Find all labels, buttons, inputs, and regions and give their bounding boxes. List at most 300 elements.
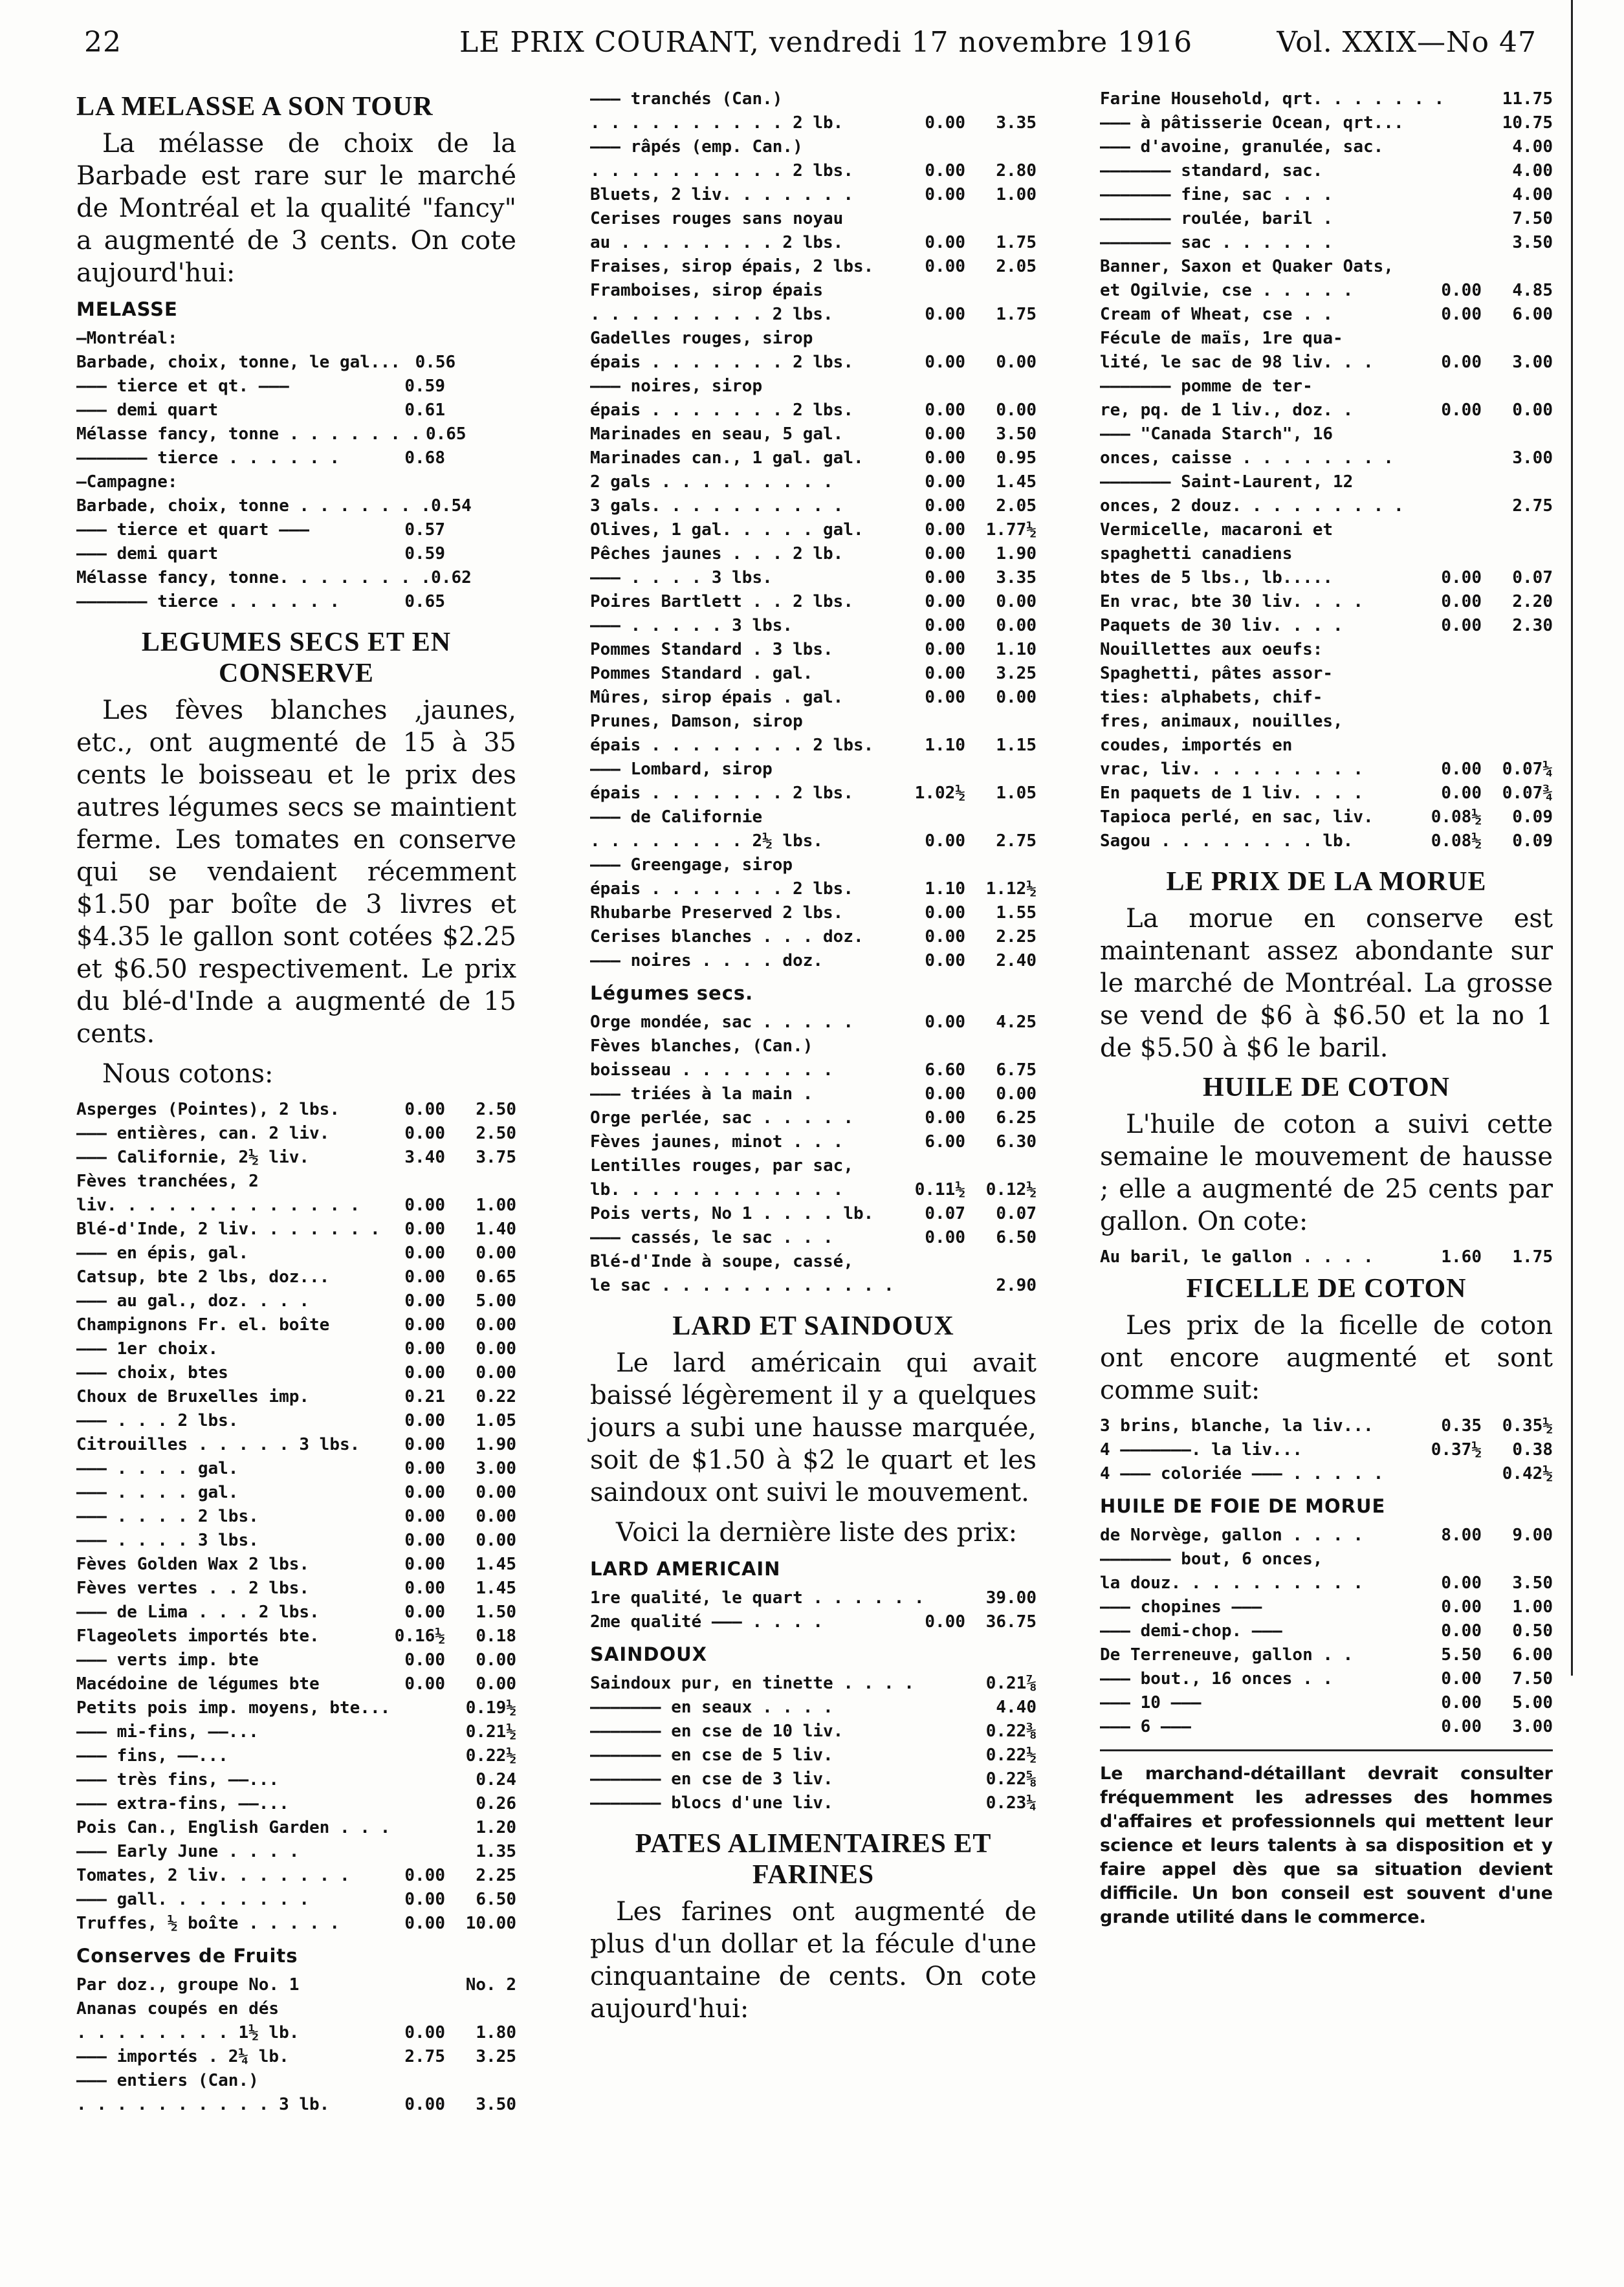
row-price-low: 0.00 [1441,616,1482,635]
price-row [590,375,1037,399]
row-price-low: 0.68 [404,448,445,468]
row-price-high: 36.75 [985,1612,1037,1632]
price-row [1100,1715,1553,1739]
price-row [76,1973,516,1997]
row-price-low [1417,255,1482,279]
row-price-low: 0.00 [1441,281,1482,300]
row-label: onces, caisse . . . . . . . . [1100,448,1394,468]
row-price-low: 0.00 [1441,568,1482,587]
row-label: ——— . . . 2 lbs. [76,1411,239,1430]
row-price-high [1482,542,1553,566]
lard-title: LARD ET SAINDOUX [672,1311,954,1341]
row-label: épais . . . . . . . 2 lbs. [590,783,853,803]
row-label: ——— mi-fins, ——... [76,1722,259,1742]
row-label: Lentilles rouges, par sac, [590,1156,853,1176]
price-row [1100,470,1553,494]
row-price-low: 5.50 [1441,1645,1482,1665]
row-label: Catsup, bte 2 lbs, doz... [76,1267,330,1287]
row-price-low: 0.00 [404,1411,445,1430]
row-price-high: 0.26 [476,1794,516,1813]
row-price-low: 1.02½ [914,783,965,803]
row-label: ——— de Californie [590,807,763,827]
row-price-high: 3.00 [1512,353,1553,372]
price-row [590,1610,1037,1634]
row-price-high: 0.12½ [985,1180,1037,1199]
row-label: 4 ———————. la liv... [1100,1440,1303,1460]
row-price-high: 0.00 [996,353,1037,372]
row-price-high: 3.50 [996,424,1037,444]
row-price-low: 0.37½ [1431,1440,1482,1460]
row-label: ——— verts imp. bte [76,1650,259,1670]
row-price-low [1444,87,1496,111]
row-label: En vrac, bte 30 liv. . . . [1100,592,1363,611]
price-row [590,135,1037,159]
row-label: Gadelles rouges, sirop [590,329,813,348]
row-price-low [901,853,965,877]
row-price-low: 6.00 [925,1132,965,1152]
row-price-low [914,1672,972,1696]
row-price-low [380,1744,445,1768]
price-row [76,446,516,470]
price-row [590,925,1037,949]
row-price-high: 2.30 [1512,616,1553,635]
row-label: . . . . . . . . . . 2 lbs. [590,161,853,181]
row-price-low: 0.00 [925,1108,965,1128]
row-price-low: 0.00 [925,688,965,707]
row-label: Bluets, 2 liv. . . . . . . [590,185,853,204]
row-label: Sagou . . . . . . . . lb. [1100,831,1354,851]
row-price-high: 0.22½ [465,1746,516,1766]
row-label: de Norvège, gallon . . . . [1100,1526,1363,1545]
price-row [76,2021,516,2045]
row-label: Choux de Bruxelles imp. [76,1387,310,1406]
row-label: Barbade, choix, tonne, le gal... [76,353,401,372]
row-price-low: 0.00 [404,1866,445,1885]
row-price-high: 1.90 [476,1435,516,1454]
row-label: onces, 2 douz. . . . . . . . . [1100,496,1404,516]
row-price-low [1417,111,1482,135]
row-price-low [1417,231,1482,255]
price-row [1100,351,1553,375]
row-price-low: 0.00 [925,1084,965,1104]
row-label: ——————— tierce . . . . . . [76,448,340,468]
price-row [590,303,1037,327]
row-price-high: 6.50 [996,1228,1037,1247]
price-row [590,159,1037,183]
row-price-high [965,1154,1037,1178]
price-row [76,1625,516,1648]
row-price-high: 2.25 [996,927,1037,947]
row-label: Petits pois imp. moyens, bte... [76,1698,391,1718]
row-label: ——— entières, can. 2 liv. [76,1124,330,1143]
price-row [590,853,1037,877]
price-row [590,494,1037,518]
row-label: ——— Californie, 2½ liv. [76,1148,310,1167]
price-row [590,279,1037,303]
row-price-low [901,1154,965,1178]
row-price-low: 0.00 [404,1507,445,1526]
row-label: au . . . . . . . . 2 lbs. [590,233,844,252]
row-label: Blé-d'Inde, 2 liv. . . . . . . [76,1220,380,1239]
row-price-low: 0.00 [404,1531,445,1550]
row-price-low: 0.00 [1441,1597,1482,1617]
price-row [76,1505,516,1529]
row-price-high [1482,710,1553,734]
row-price-high: 2.05 [996,257,1037,276]
row-price-low: 0.00 [404,1435,445,1454]
row-price-high: 2.50 [476,1100,516,1119]
price-row [1100,183,1553,207]
price-row [590,1767,1037,1791]
row-price-low: 0.00 [404,1483,445,1502]
price-row [590,399,1037,422]
row-price-high [445,542,516,566]
row-price-high: 1.05 [996,783,1037,803]
row-label: Cerises blanches . . . doz. [590,927,864,947]
row-price-low [380,1840,445,1864]
price-row [590,207,1037,231]
row-price-high: 3.35 [996,568,1037,587]
row-price-low [1417,183,1482,207]
row-label: ——————— en cse de 10 liv. [590,1722,844,1741]
price-row [590,470,1037,494]
row-price-low [901,1034,965,1058]
row-label: Marinades can., 1 gal. gal. [590,448,864,468]
row-label: ——— noires, sirop [590,377,763,396]
row-price-low: 0.00 [925,664,965,683]
row-price-high: 6.30 [996,1132,1037,1152]
row-price-high: 0.50 [1512,1621,1553,1641]
row-price-high: 6.50 [476,1890,516,1909]
row-price-low: 3.40 [404,1148,445,1167]
price-row [590,614,1037,638]
row-label: Barbade, choix, tonne . . . . . . . [76,496,431,516]
price-row [76,1385,516,1409]
row-price-high [445,1997,516,2021]
fruits-header [76,1973,516,1997]
row-price-high [1482,375,1553,399]
row-price-low: 0.00 [925,161,965,181]
row-price-low [901,1744,965,1767]
price-row [76,1577,516,1601]
price-row [590,782,1037,805]
price-row [590,1720,1037,1744]
row-label: spaghetti canadiens [1100,544,1293,564]
price-row [1100,782,1553,805]
row-price-high: 3.00 [1512,448,1553,468]
price-row [76,1122,516,1146]
row-price-high: 0.65 [476,1267,516,1287]
row-price-low: 0.00 [1441,760,1482,779]
row-price-high: 1.45 [476,1579,516,1598]
row-price-high: 1.45 [996,472,1037,492]
row-price-low: 0.11½ [914,1180,965,1199]
row-label: Citrouilles . . . . . 3 lbs. [76,1435,360,1454]
row-price-high: 0.09 [1512,831,1553,851]
price-row [76,1457,516,1481]
row-price-high [1482,518,1553,542]
row-label: fres, animaux, nouilles, [1100,712,1343,731]
row-price-low: 0.00 [404,1890,445,1909]
row-price-high: 0.00 [476,1531,516,1550]
row-price-high: 0.00 [996,688,1037,707]
row-price-high [472,494,516,518]
row-price-high: 0.24 [476,1770,516,1789]
row-label: ——— demi-chop. ——— [1100,1621,1282,1641]
price-row [590,1058,1037,1082]
row-label: ——————— en cse de 3 liv. [590,1769,833,1789]
row-price-low: 0.00 [925,951,965,970]
row-label: . . . . . . . . 1½ lb. [76,2023,300,2042]
row-price-low: 0.08½ [1431,831,1482,851]
row-price-high [965,87,1037,111]
row-label: ——— tierce et quart ——— [76,520,310,540]
row-label: —Montréal: [76,329,178,348]
price-row [590,111,1037,135]
row-label: Nouillettes aux oeufs: [1100,640,1323,659]
fruits-price-list [76,1997,516,2117]
price-row [1100,279,1553,303]
row-price-high: 0.22⅝ [985,1769,1037,1789]
row-label: . . . . . . . . 2½ lbs. [590,831,824,851]
price-row [590,231,1037,255]
row-price-high: 10.00 [465,1914,516,1933]
row-label: ——— . . . . gal. [76,1459,239,1478]
row-price-high: 1.15 [996,736,1037,755]
price-row [76,351,516,375]
price-row [590,446,1037,470]
row-price-low [1417,686,1482,710]
price-row [1100,686,1553,710]
price-row [590,1586,1037,1610]
morue-title: LE PRIX DE LA MORUE [1166,867,1487,897]
price-row [1100,1438,1553,1462]
row-price-low: 0.00 [925,1228,965,1247]
row-label: ——————— Saint-Laurent, 12 [1100,472,1354,492]
price-row [76,2045,516,2069]
row-price-low: 0.00 [404,1243,445,1263]
row-label: Pommes Standard . gal. [590,664,813,683]
row-price-low: 8.00 [1441,1526,1482,1545]
row-price-low: 0.00 [925,520,965,540]
price-row [76,1888,516,1912]
row-price-low: 0.00 [404,1674,445,1694]
row-price-low [901,375,965,399]
price-row [76,1265,516,1289]
price-row [590,710,1037,734]
row-price-low: 6.60 [925,1060,965,1080]
row-price-low: 0.00 [925,305,965,324]
row-price-high: 1.75 [1512,1247,1553,1267]
row-label: ——— noires . . . . doz. [590,951,824,970]
row-label: ——————— en cse de 5 liv. [590,1745,833,1765]
row-price-high: 0.00 [476,1315,516,1335]
row-label: Olives, 1 gal. . . . . gal. [590,520,864,540]
price-row [590,1744,1037,1767]
row-price-low: 0.00 [925,640,965,659]
row-price-high: 10.75 [1502,113,1553,133]
row-price-low: 0.59 [404,377,445,396]
row-price-high [1482,327,1553,351]
row-price-high [445,399,516,422]
row-price-high [1482,422,1553,446]
row-label: ——— 6 ——— [1100,1717,1191,1736]
row-price-low: 0.00 [404,1459,445,1478]
row-price-low: 1.10 [925,736,965,755]
price-row [76,1337,516,1361]
row-price-high: 1.12½ [985,879,1037,899]
pates-text: Les farines ont augmenté de plus d'un dollar et la fécule d'une cinquantaine de cents. On cote aujourd'hui: [590,1897,1037,2024]
conserve-price-list [76,1098,516,1936]
price-row [1100,518,1553,542]
row-label: Orge mondée, sac . . . . . [590,1012,853,1032]
row-price-low [1417,734,1482,758]
row-price-high [1482,686,1553,710]
row-price-high: 0.00 [476,1674,516,1694]
row-price-low [390,1696,450,1720]
row-label: Ananas coupés en dés [76,1999,280,2019]
price-row [76,1409,516,1433]
row-label: ——— 1er choix. [76,1339,219,1359]
row-price-low [380,1792,445,1816]
row-price-low: 0.00 [404,1315,445,1335]
price-row [590,638,1037,662]
row-price-high [445,2069,516,2093]
price-row [1100,303,1553,327]
price-row [590,518,1037,542]
row-price-low [901,1767,965,1791]
price-row [590,1034,1037,1058]
row-price-low: 0.61 [404,400,445,420]
foie-price-list [1100,1524,1553,1739]
row-price-high [455,351,516,375]
row-price-low: 0.00 [404,1579,445,1598]
row-price-high: 0.07¾ [1502,783,1553,803]
price-row [1100,1462,1553,1486]
price-row [76,494,516,518]
row-price-low [1417,470,1482,494]
price-row [590,422,1037,446]
price-row [1100,566,1553,590]
row-price-high: 3.25 [996,664,1037,683]
row-label: Mélasse fancy, tonne . . . . . . . [76,424,421,444]
price-row [76,1768,516,1792]
row-price-high: 3.50 [476,2095,516,2114]
column-rule [1571,0,1573,1676]
row-price-high [965,805,1037,829]
row-label: lité, le sac de 98 liv. . . [1100,353,1374,372]
row-label: Framboises, sirop épais [590,281,824,300]
price-row [1100,758,1553,782]
row-price-high: 1.55 [996,903,1037,923]
row-label: ——— extra-fins, ——... [76,1794,289,1813]
row-price-high: 9.00 [1512,1526,1553,1545]
row-price-low [1417,159,1482,183]
row-price-high: 3.75 [476,1148,516,1167]
row-price-high [445,1170,516,1194]
row-label: ——— 10 ——— [1100,1693,1202,1713]
row-price-high: 0.21⅞ [985,1674,1037,1693]
row-label: ——— choix, btes [76,1363,228,1383]
row-price-high: 0.42½ [1502,1464,1553,1483]
row-price-low: 0.00 [925,568,965,587]
row-price-high: 0.23¼ [985,1793,1037,1813]
row-price-low: 0.00 [404,1555,445,1574]
price-row [1100,446,1553,470]
row-price-low: 0.59 [404,544,445,564]
row-label: la douz. . . . . . . . . . [1100,1573,1363,1593]
price-row [1100,829,1553,853]
row-price-low: 0.00 [1441,1621,1482,1641]
row-price-low: 0.00 [925,257,965,276]
row-price-high: 5.00 [1512,1693,1553,1713]
price-row [590,183,1037,207]
row-price-low [380,1720,445,1744]
row-label: Farine Household, qrt. . . . . . . [1100,89,1445,109]
row-price-high: 3.35 [996,113,1037,133]
row-label: ——— cassés, le sac . . . [590,1228,833,1247]
price-row [590,1672,1037,1696]
row-label: Pommes Standard . 3 lbs. [590,640,833,659]
row-price-low [901,805,965,829]
row-price-low: 0.00 [925,592,965,611]
price-row [76,1098,516,1122]
row-price-high: 7.50 [1512,209,1553,228]
row-price-high: 2.80 [996,161,1037,181]
price-row [1100,399,1553,422]
price-row [1100,1414,1553,1438]
row-price-low: 0.00 [925,472,965,492]
row-price-high [445,470,516,494]
row-price-high: 0.07 [996,1204,1037,1223]
row-label: ——————— standard, sac. [1100,161,1323,181]
row-price-low: 0.00 [925,1012,965,1032]
price-row [1100,1619,1553,1643]
huile-title: HUILE DE COTON [1203,1073,1450,1102]
row-label: Fèves tranchées, 2 [76,1172,259,1191]
row-label: Fèves jaunes, minot . . . [590,1132,844,1152]
price-row [590,590,1037,614]
price-row [590,1250,1037,1274]
row-price-low: 0.00 [1441,400,1482,420]
row-label: 1re qualité, le quart . . . . . . [590,1588,925,1608]
lard-text: Le lard américain qui avait baissé légèrement il y a quelques jours a subi une hausse marquée, soit de $1.50 à $2 le quart et les saindoux ont suivi le mouvement. [590,1348,1037,1507]
row-price-high [965,1034,1037,1058]
row-price-high: 39.00 [985,1588,1037,1608]
row-price-high: 0.00 [996,1084,1037,1104]
price-row [590,327,1037,351]
row-price-high: 4.00 [1512,137,1553,157]
row-price-high: 0.19½ [465,1698,516,1718]
huile-price-list [1100,1245,1553,1269]
row-price-high [1482,255,1553,279]
fruit-price-list-cont [590,87,1037,973]
row-price-high [965,710,1037,734]
row-label: 2 gals . . . . . . . . . [590,472,833,492]
row-price-high: 0.22 [476,1387,516,1406]
price-row [590,686,1037,710]
row-price-low [901,135,965,159]
row-price-high: 0.07¼ [1502,760,1553,779]
row-label: et Ogilvie, cse . . . . . [1100,281,1354,300]
price-row [76,1648,516,1672]
price-row [1100,590,1553,614]
row-price-high: 0.35½ [1502,1416,1553,1436]
row-price-low: 0.00 [925,424,965,444]
row-price-low [901,758,965,782]
lard-price-list [590,1586,1037,1634]
row-label: Truffes, ½ boîte . . . . . [76,1914,340,1933]
